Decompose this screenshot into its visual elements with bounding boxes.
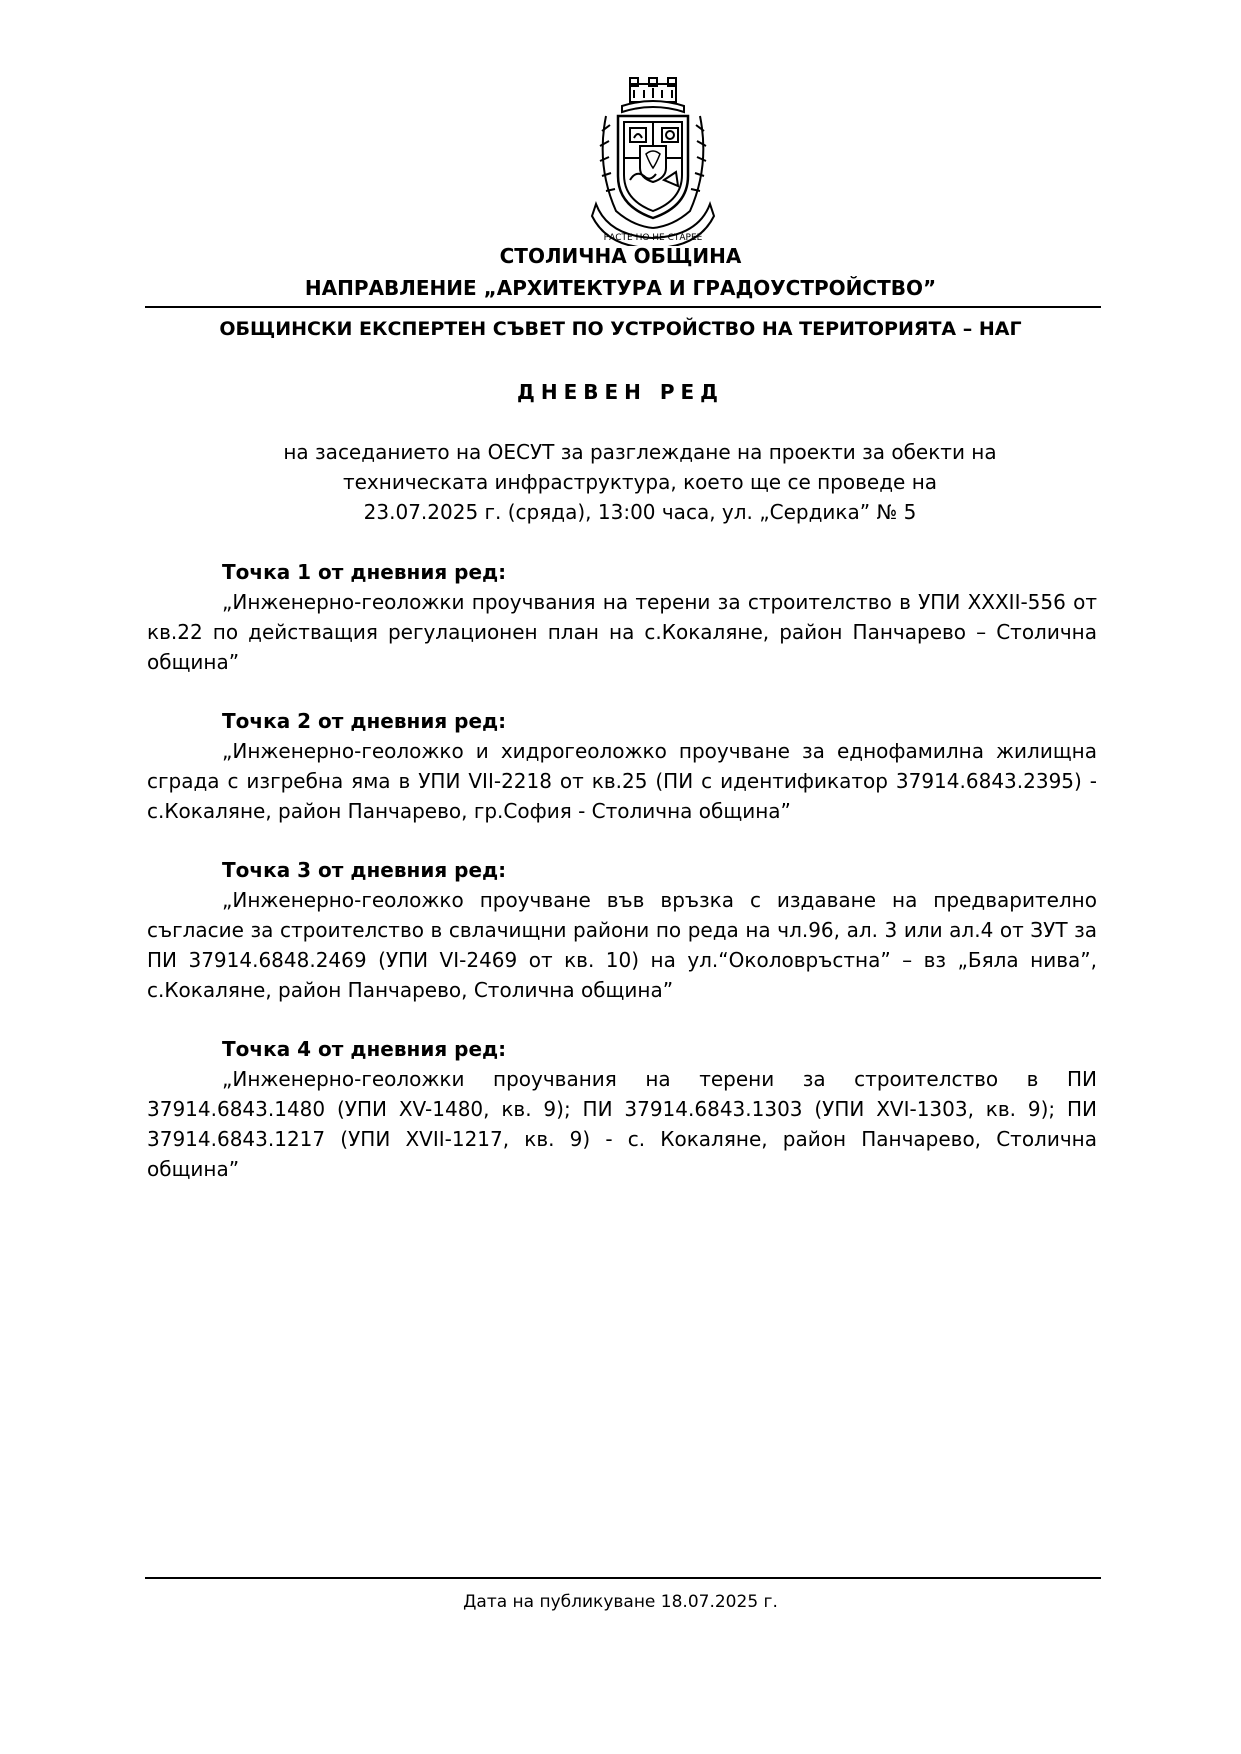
sofia-coat-of-arms-icon [578, 76, 728, 246]
agenda-item-text: „Инженерно-геоложко проучване във връзка с издаване на предварително съгласие за строителство в свлачищни райони по реда на чл.96, ал. 3 или ал.4 от ЗУТ за ПИ 37914.6848.2469 (УПИ VI-2469 от кв. 10) на ул.“Околовръстна” – вз „Бяла нива”, с.Кокаляне, район Панчарево, Столична община” [147, 888, 1097, 1002]
footer-divider [145, 1577, 1101, 1579]
intro-line: 23.07.2025 г. (сряда), 13:00 часа, ул. „Сердика” № 5 [363, 500, 917, 524]
agenda-item-1 [147, 557, 1097, 677]
header-divider [145, 306, 1101, 308]
publication-date: Дата на публикуване 18.07.2025 г. [463, 1592, 778, 1612]
crest-motto: РАСТЕ НО НЕ СТАРЕЕ [603, 233, 703, 243]
agenda-item-heading: Точка 4 от дневния ред: [222, 1037, 507, 1061]
agenda-item-4 [147, 1034, 1097, 1184]
agenda-title: ДНЕВЕН РЕД [517, 380, 724, 404]
agenda-intro [220, 437, 1060, 527]
agenda-item-text: „Инженерно-геоложко и хидрогеоложко проучване за еднофамилна жилищна сграда с изгребна яма в УПИ VII-2218 от кв.25 (ПИ с идентификатор 37914.6843.2395) - с.Кокаляне, район Панчарево, гр.София - Столична община” [147, 739, 1097, 823]
agenda-item-heading: Точка 2 от дневния ред: [222, 709, 507, 733]
agenda-item-3 [147, 855, 1097, 1005]
agenda-item-heading: Точка 3 от дневния ред: [222, 858, 507, 882]
agenda-item-text: „Инженерно-геоложки проучвания на терени за строителство в ПИ 37914.6843.1480 (УПИ XV-1480, кв. 9); ПИ 37914.6843.1303 (УПИ XVI-1303, кв. 9); ПИ 37914.6843.1217 (УПИ XVII-1217, кв. 9) - с. Кокаляне, район Панчарево, Столична община” [147, 1067, 1097, 1181]
organization-subtitle: НАПРАВЛЕНИЕ „АРХИТЕКТУРА И ГРАДОУСТРОЙСТВО” [304, 276, 937, 300]
agenda-item-2 [147, 706, 1097, 826]
agenda-item-heading: Точка 1 от дневния ред: [222, 560, 507, 584]
intro-line: на заседанието на ОЕСУТ за разглеждане на проекти за обекти на [283, 440, 997, 464]
organization-title: СТОЛИЧНА ОБЩИНА [499, 244, 742, 268]
agenda-item-text: „Инженерно-геоложки проучвания на терени за строителство в УПИ XXXII-556 от кв.22 по действащия регулационен план на с.Кокаляне, район Панчарево – Столична община” [147, 590, 1097, 674]
council-name: ОБЩИНСКИ ЕКСПЕРТЕН СЪВЕТ ПО УСТРОЙСТВО НА ТЕРИТОРИЯТА – НАГ [219, 318, 1022, 340]
intro-line: техническата инфраструктура, което ще се проведе на [342, 470, 938, 494]
